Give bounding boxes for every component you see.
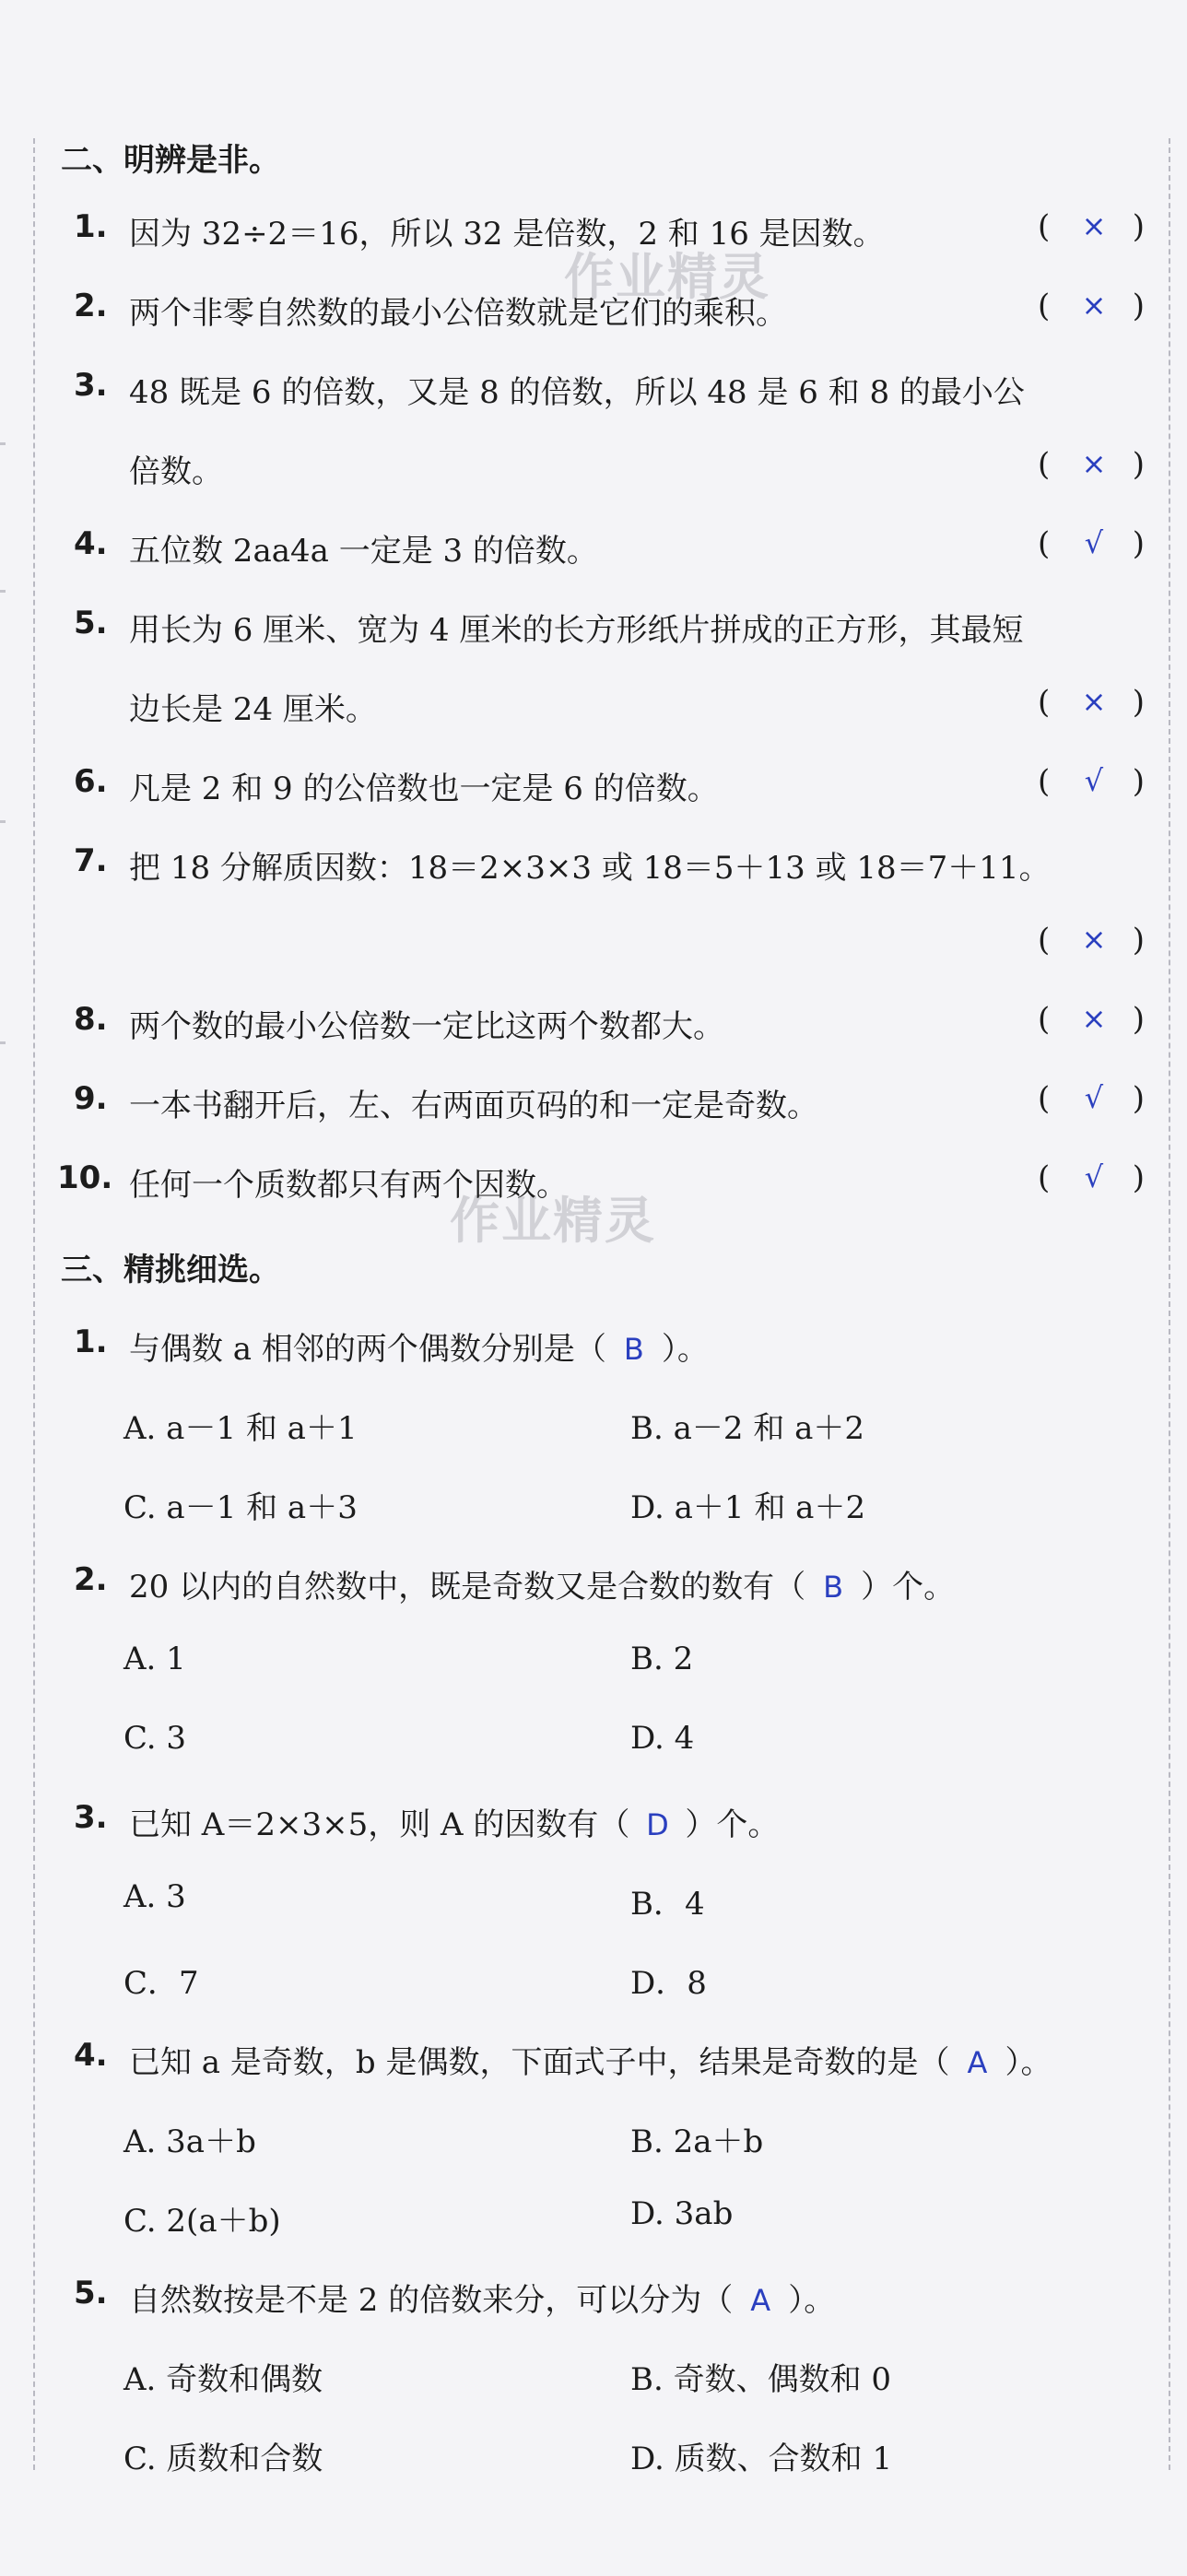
bracket-close: )	[1132, 684, 1145, 721]
question-number: 1.	[74, 1323, 108, 1360]
question-number: 10.	[57, 1159, 113, 1196]
bracket-close: )	[1132, 1080, 1145, 1117]
question-number: 3.	[74, 1799, 108, 1836]
question-tail: ）。	[788, 2282, 836, 2319]
question-text	[129, 2037, 1052, 2082]
question-number: 5.	[74, 2275, 108, 2311]
option: D．8	[630, 1965, 707, 2002]
question-stem: 与偶数 a 相邻的两个偶数分别是（	[129, 1331, 606, 1368]
question-tail: ）。	[1005, 2044, 1052, 2081]
bracket-open: (	[1038, 288, 1051, 324]
bracket-open: (	[1038, 208, 1051, 245]
question-text	[129, 1561, 955, 1606]
question-text: 倍数。	[129, 453, 223, 490]
question-number: 9.	[74, 1080, 108, 1117]
bracket-close: )	[1132, 525, 1145, 562]
bracket-close: )	[1132, 922, 1145, 959]
option: B. 2a＋b	[630, 2123, 764, 2160]
bracket-close: )	[1132, 446, 1145, 483]
answer-choice: B	[623, 1332, 644, 1367]
edge-mark	[0, 590, 6, 593]
answer-mark: ×	[1081, 208, 1107, 243]
option: C. a－1 和 a＋3	[123, 1489, 358, 1526]
question-number: 1.	[74, 208, 108, 245]
question-text	[129, 1799, 779, 1844]
question-text: 用长为 6 厘米、宽为 4 厘米的长方形纸片拼成的正方形，其最短	[129, 612, 1024, 649]
question-tail: ）个。	[685, 1806, 780, 1843]
option: A. 3	[123, 1878, 186, 1915]
answer-mark: ×	[1081, 288, 1107, 323]
left-dashed-border	[33, 138, 35, 2470]
bracket-close: )	[1132, 208, 1145, 245]
option: B．4	[630, 1886, 705, 1923]
question-number: 5.	[74, 605, 108, 641]
option: D. 3ab	[630, 2195, 734, 2232]
bracket-open: (	[1038, 763, 1051, 800]
bracket-close: )	[1132, 1159, 1145, 1196]
option: A. 奇数和偶数	[123, 2361, 323, 2398]
bracket-open: (	[1038, 922, 1051, 959]
answer-mark: √	[1084, 1080, 1104, 1115]
option: C．7	[123, 1965, 199, 2002]
option: B. 奇数、偶数和 0	[630, 2361, 892, 2398]
question-text: 五位数 2aa4a 一定是 3 的倍数。	[129, 533, 598, 570]
option: D. 4	[630, 1720, 695, 1757]
option: C. 质数和合数	[123, 2441, 323, 2477]
right-dashed-border	[1169, 138, 1170, 2470]
question-text: 两个非零自然数的最小公倍数就是它们的乘积。	[129, 295, 787, 332]
answer-mark: ×	[1081, 684, 1107, 719]
question-number: 4.	[74, 525, 108, 562]
question-text: 一本书翻开后，左、右两面页码的和一定是奇数。	[129, 1088, 818, 1124]
question-number: 2.	[74, 288, 108, 324]
question-number: 7.	[74, 842, 108, 879]
option: B. a－2 和 a＋2	[630, 1410, 865, 1447]
question-text: 任何一个质数都只有两个因数。	[129, 1167, 568, 1204]
bracket-open: (	[1038, 1159, 1051, 1196]
question-number: 4.	[74, 2037, 108, 2074]
question-stem: 自然数按是不是 2 的倍数来分，可以分为（	[129, 2282, 734, 2319]
answer-mark: ×	[1081, 446, 1107, 481]
question-text	[129, 2275, 835, 2320]
answer-mark: ×	[1081, 1001, 1107, 1036]
question-tail: ）。	[661, 1331, 709, 1368]
option: B. 2	[630, 1641, 694, 1677]
question-text: 边长是 24 厘米。	[129, 691, 377, 728]
question-number: 3.	[74, 367, 108, 404]
bracket-open: (	[1038, 1080, 1051, 1117]
answer-choice: A	[967, 2045, 988, 2080]
bracket-open: (	[1038, 525, 1051, 562]
bracket-open: (	[1038, 1001, 1051, 1038]
question-number: 6.	[74, 763, 108, 800]
question-text: 把 18 分解质因数：18＝2×3×3 或 18＝5＋13 或 18＝7＋11。	[129, 850, 1051, 887]
answer-mark: ×	[1081, 922, 1107, 957]
answer-choice: B	[823, 1570, 844, 1605]
question-tail: ）个。	[861, 1569, 956, 1606]
question-text: 因为 32÷2＝16，所以 32 是倍数，2 和 16 是因数。	[129, 216, 885, 253]
bracket-close: )	[1132, 763, 1145, 800]
question-number: 8.	[74, 1001, 108, 1038]
question-stem: 已知 A＝2×3×5，则 A 的因数有（	[129, 1806, 630, 1843]
answer-choice: A	[750, 2283, 771, 2318]
option: C. 2(a＋b)	[123, 2203, 281, 2240]
option: C. 3	[123, 1720, 187, 1757]
option: A. 1	[123, 1641, 186, 1677]
edge-mark	[0, 820, 6, 823]
option: A. a－1 和 a＋1	[123, 1410, 358, 1447]
bracket-open: (	[1038, 446, 1051, 483]
option: A. 3a＋b	[123, 2123, 256, 2160]
answer-mark: √	[1084, 763, 1104, 798]
section3-title: 三、精挑细选。	[61, 1252, 280, 1288]
question-text: 48 既是 6 的倍数，又是 8 的倍数，所以 48 是 6 和 8 的最小公	[129, 374, 1025, 411]
section2-title: 二、明辨是非。	[61, 142, 280, 179]
bracket-open: (	[1038, 684, 1051, 721]
question-text: 凡是 2 和 9 的公倍数也一定是 6 的倍数。	[129, 770, 719, 807]
option: D. a＋1 和 a＋2	[630, 1489, 866, 1526]
question-text: 两个数的最小公倍数一定比这两个数都大。	[129, 1008, 724, 1045]
watermark: 作业精灵	[450, 1192, 656, 1250]
question-stem: 已知 a 是奇数，b 是偶数，下面式子中，结果是奇数的是（	[129, 2044, 950, 2081]
watermark: 作业精灵	[564, 248, 770, 306]
bracket-close: )	[1132, 288, 1145, 324]
edge-mark	[0, 1041, 6, 1044]
question-stem: 20 以内的自然数中，既是奇数又是合数的数有（	[129, 1569, 806, 1606]
answer-mark: √	[1084, 1159, 1104, 1194]
answer-mark: √	[1084, 525, 1104, 560]
bracket-close: )	[1132, 1001, 1145, 1038]
answer-choice: D	[646, 1807, 669, 1842]
question-text	[129, 1323, 709, 1369]
option: D. 质数、合数和 1	[630, 2441, 893, 2477]
question-number: 2.	[74, 1561, 108, 1598]
edge-mark	[0, 442, 6, 445]
